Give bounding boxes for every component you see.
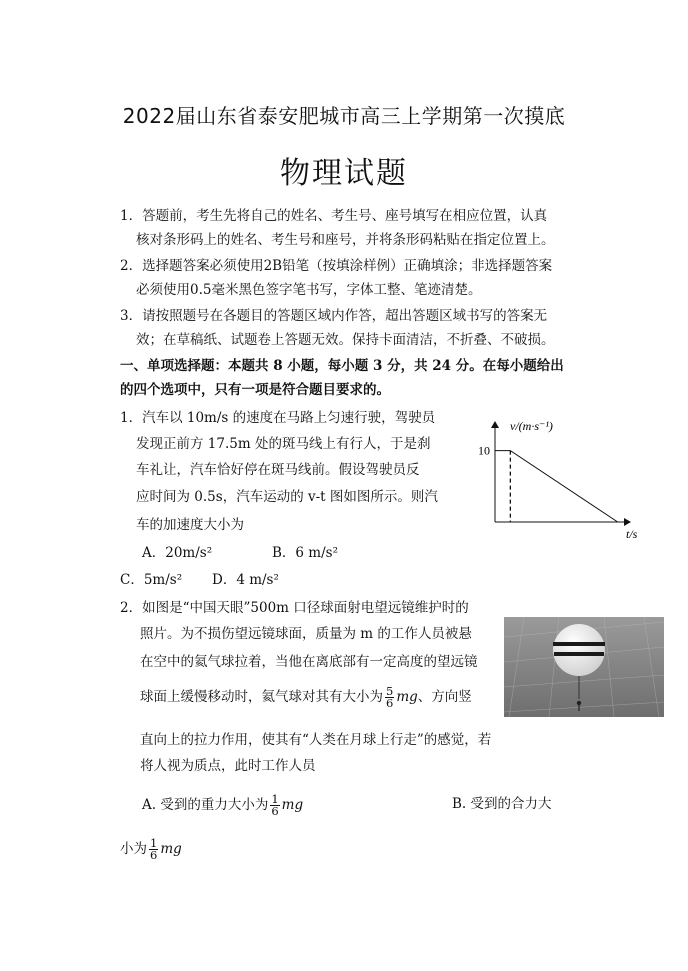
instruction-2-line-2: 必须使用0.5毫米黑色签字笔书写，字体工整、笔迹清楚。: [136, 282, 482, 298]
telescope-balloon-photo: [504, 617, 664, 717]
page-title: 2022届山东省泰安肥城市高三上学期第一次摸底: [122, 104, 566, 128]
velocity-series-line: [495, 451, 618, 522]
q2-line-2: 照片。为不损伤望远镜球面，质量为 m 的工作人员被悬: [140, 626, 472, 642]
q2-line-1: 2．如图是“中国天眼”500m 口径球面射电望远镜维护时的: [120, 600, 469, 616]
fraction-one-sixth: $\frac{1}{6}$: [150, 836, 158, 862]
q2-option-a: A. 受到的重力大小为 $\frac{1}{6}$ mg: [142, 792, 304, 818]
q1-line-3: 车礼让，汽车恰好停在斑马线前。假设驾驶员反: [136, 462, 420, 478]
q2-line-4: 球面上缓慢移动时，氦气球对其有大小为 $\frac{5}{6}$ mg、方向竖: [140, 684, 472, 710]
q1-option-c: C．5m/s²: [120, 572, 183, 588]
q1-line-1: 1．汽车以 10m/s 的速度在马路上匀速行驶，驾驶员: [120, 410, 436, 426]
instruction-1-line-1: 1．答题前，考生先将自己的姓名、考生号、座号填写在相应位置，认真: [120, 208, 548, 224]
q2-option-b-continued: 小为 $\frac{1}{6}$ mg: [120, 836, 182, 862]
q2-line-5: 直向上的拉力作用，使其有“人类在月球上行走”的感觉，若: [140, 732, 492, 748]
page-subtitle: 物理试题: [280, 156, 408, 191]
q1-line-2: 发现正前方 17.5m 处的斑马线上有行人，于是刹: [136, 436, 431, 452]
section-heading-line-2: 的四个选项中，只有一项是符合题目要求的。: [120, 382, 390, 398]
q2-option-b: B. 受到的合力大: [452, 796, 552, 812]
instruction-1-line-2: 核对条形码上的姓名、考生号和座号，并将条形码粘贴在指定位置上。: [136, 232, 555, 248]
y-tick-label: 10: [478, 443, 490, 458]
instruction-3-line-1: 3．请按照题号在各题目的答题区域内作答，超出答题区域书写的答案无: [120, 308, 548, 324]
q2-line-6: 将人视为质点，此时工作人员: [140, 758, 316, 774]
fraction-five-sixths: $\frac{5}{6}$: [386, 684, 394, 710]
y-axis-label: v/(m·s⁻¹): [510, 419, 553, 433]
fraction-one-sixth: $\frac{1}{6}$: [271, 792, 279, 818]
q1-option-a: A．20m/s²: [142, 545, 213, 561]
instruction-2-line-1: 2．选择题答案必须使用2B铅笔（按填涂样例）正确填涂；非选择题答案: [120, 258, 553, 274]
q1-option-d: D．4 m/s²: [212, 572, 279, 588]
q1-option-b: B．6 m/s²: [272, 545, 338, 561]
section-heading-line-1: 一、单项选择题：本题共 8 小题，每小题 3 分，共 24 分。在每小题给出: [120, 358, 564, 374]
x-axis-label: t/s: [626, 527, 638, 541]
instruction-3-line-2: 效；在草稿纸、试题卷上答题无效。保持卡面清洁，不折叠、不破损。: [136, 332, 555, 348]
vt-graph: [470, 412, 650, 544]
q1-line-5: 车的加速度大小为: [136, 517, 244, 533]
q1-line-4: 应时间为 0.5s，汽车运动的 v-t 图如图所示。则汽: [136, 489, 438, 505]
q2-line-3: 在空中的氦气球拉着，当他在离底部有一定高度的望远镜: [140, 654, 478, 670]
